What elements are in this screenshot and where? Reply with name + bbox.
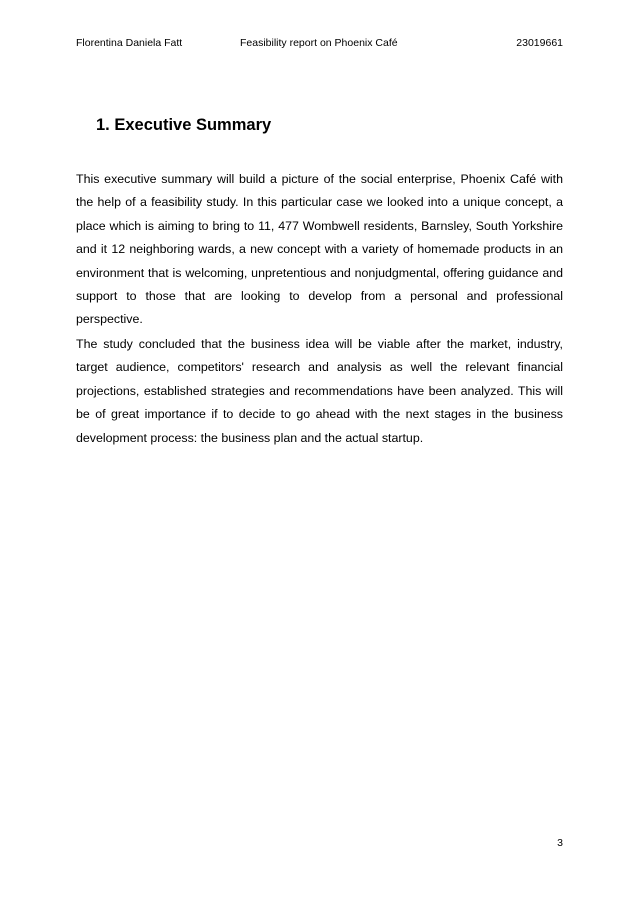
summary-paragraph-1: This executive summary will build a picture of the social enterprise, Phoenix Café with the help of a feasibility study. In this particular case we looked into a unique concept, a place which is aiming to bring to 11, 477 Wombwell residents, Barnsley, South Yorkshire and it 12 neighboring wards, a new concept with a variety of homemade products in an environment that is welcoming, unpretentious and nonjudgmental, offering guidance and support to those that are looking to develop from a personal and professional perspective. (76, 172, 563, 327)
header-student-id: 23019661 (516, 37, 563, 49)
page-header (0, 36, 638, 50)
header-report-title: Feasibility report on Phoenix Café (240, 37, 398, 49)
summary-paragraph-2: The study concluded that the business idea will be viable after the market, industry, target audience, competitors' research and analysis as well the relevant financial projections, established strategies and recommendations have been analyzed. This will be of great importance if to decide to go ahead with the next stages in the business development process: the business plan and the actual startup. (76, 337, 563, 445)
page-number: 3 (557, 837, 563, 849)
section-heading: 1. Executive Summary (96, 116, 272, 134)
header-author: Florentina Daniela Fatt (76, 37, 183, 49)
